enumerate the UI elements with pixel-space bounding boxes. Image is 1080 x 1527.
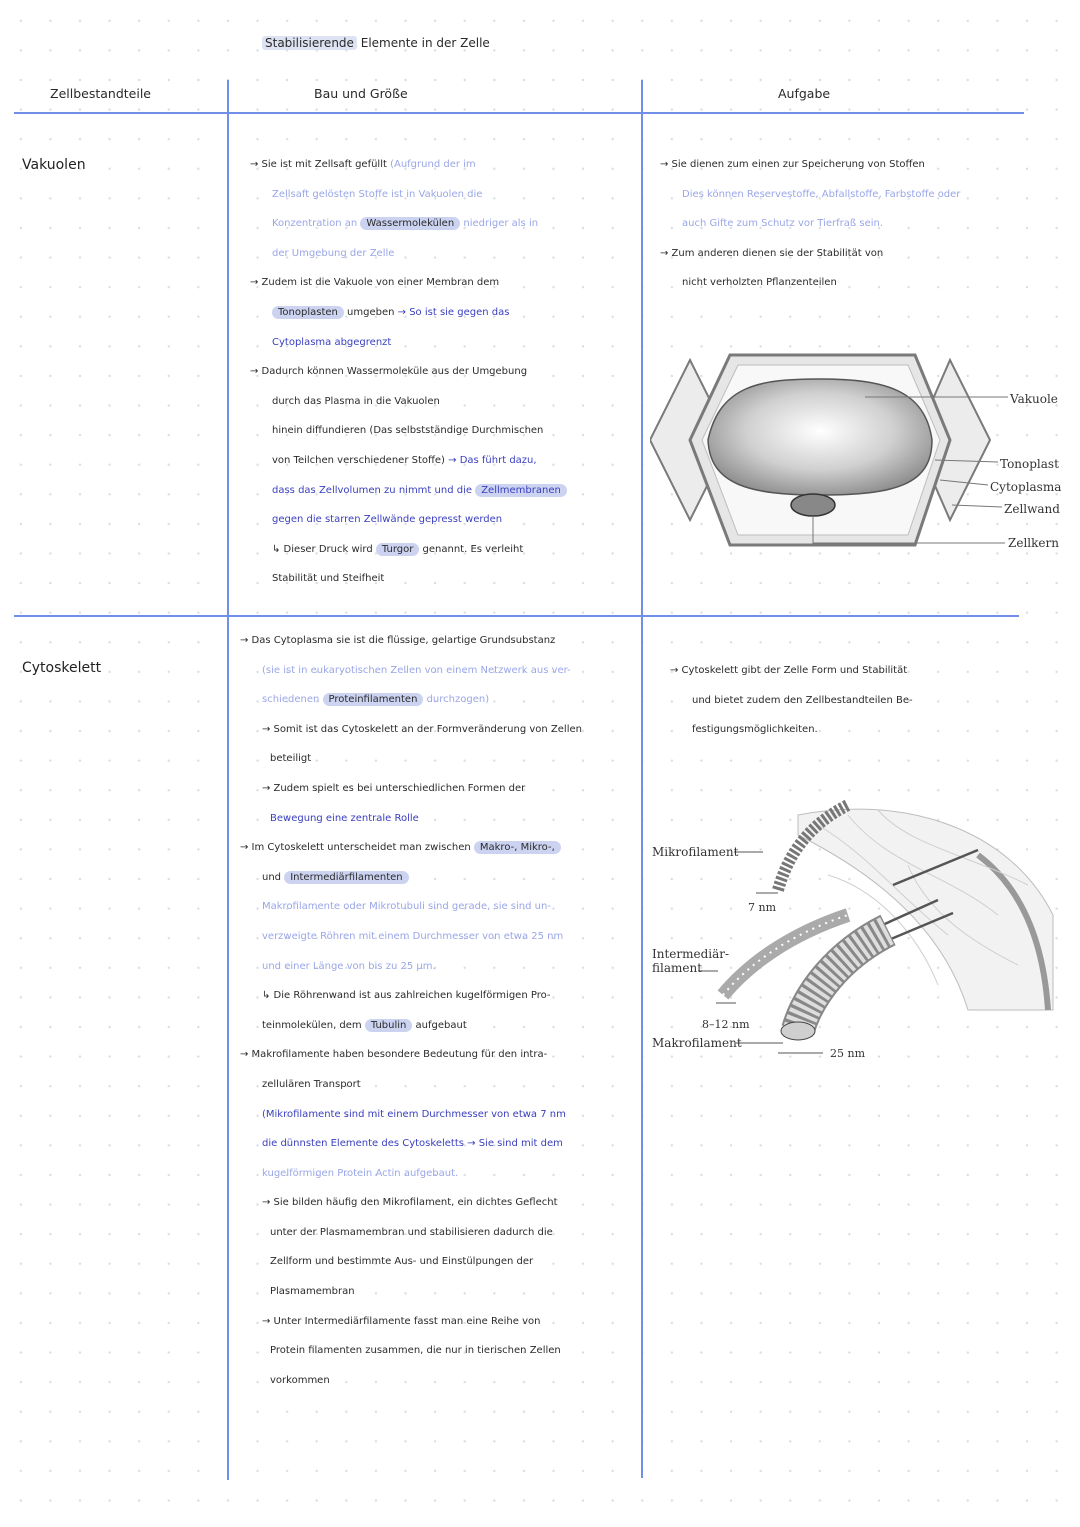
label-zellkern: Zellkern <box>1008 536 1059 550</box>
plant-cell-diagram <box>650 345 1070 570</box>
label-makrofilament: Makrofilament <box>652 1036 742 1050</box>
nucleus-shape <box>791 494 835 516</box>
cytoskelett-bau-notes: → Das Cytoplasma sie ist die flüssige, gelartige Grundsubstanz (sie ist in eukaryotischen Zellen von einem Netzwerk aus ver- schiedenen Proteinfilamenten durchzogen) → Somit ist das Cytoskelett an der Formveränderung von Zellen beteiligt → Zudem spielt es bei unterschiedlichen Formen der Bewegung eine zentrale Rolle → Im Cytoskelett unterscheidet man zwischen Makro-, Mikro-, und Intermediärfilamenten Makrofilamente oder Mikrotubuli sind gerade, sie sind un- verzweigte Röhren mit einem Durchmesser von etwa 25 nm und einer Länge von bis zu 25 µm. ↳ Die Röhrenwand ist aus zahlreichen kugelförmigen Pro- teinmolekülen, dem Tubulin aufgebaut → Makrofilamente haben besondere Bedeutung für den intra- zellulären Transport (Mikrofilamente sind mit einem Durchmesser von etwa 7 nm die dünnsten Elemente des Cytoskeletts → Sie sind mit dem kugelförmigen Protein Actin aufgebaut. → Sie bilden häufig den Mikrofilament, ein dichtes Geflecht unter der Plasmamembran und stabilisieren dadurch die Zellform und bestimmte Aus- und Einstülpungen der Plasmamembran → Unter Intermediärfilamente fasst man eine Reihe von Protein filamenten zusammen, die nur in tierischen Zellen vorkommen <box>240 635 582 1386</box>
label-tonoplast: Tonoplast <box>1000 457 1059 471</box>
label-vakuole: Vakuole <box>1010 392 1058 406</box>
column-divider-2 <box>641 80 643 1478</box>
label-intermediaer-2: filament <box>652 961 703 975</box>
label-cytoplasma: Cytoplasma <box>990 480 1062 494</box>
label-zellwand: Zellwand <box>1004 502 1060 516</box>
header-col-bau: Bau und Größe <box>314 86 408 101</box>
column-divider-1 <box>227 80 229 1480</box>
cytoskeleton-diagram <box>648 795 1058 1070</box>
label-mikrofilament: Mikrofilament <box>652 845 739 859</box>
label-intermediaer-size: 8–12 nm <box>702 1018 750 1031</box>
vakuolen-bau-notes: → Sie ist mit Zellsaft gefüllt (Aufgrund der im Zellsaft gelösten Stoffe ist in Vakuolen die Konzentration an Wassermolekülen niedriger als in der Umgebung der Zelle → Zudem ist die Vakuole von einer Membran dem Tonoplasten umgeben → So ist sie gegen das Cytoplasma abgegrenzt → Dadurch können Wassermoleküle aus der Umgebung durch das Plasma in die Vakuolen hinein diffundieren (Das selbstständige Durchmischen von Teilchen verschiedener Stoffe) → Das führt dazu, dass das Zellvolumen zu nimmt und die Zellmembranen gegen die starren Zellwände gepresst werden ↳ Dieser Druck wird Turgor genannt. Es verleiht Stabilität und Steifheit <box>250 150 635 594</box>
label-intermediaer-1: Intermediär- <box>652 947 730 961</box>
header-col-zellbestandteile: Zellbestandteile <box>50 86 151 101</box>
label-mikro-size: 7 nm <box>748 901 777 914</box>
vakuole-shape <box>708 379 932 495</box>
header-divider <box>14 112 1024 114</box>
vakuolen-aufgabe-notes: → Sie dienen zum einen zur Speicherung von Stoffen Dies können Reservestoffe, Abfallstoffe, Farbstoffe oder auch Gifte zum Schutz vor Tierfraß sein. → Zum anderen dienen sie der Stabilität von nicht verholzten Pflanzenteilen <box>660 159 961 289</box>
row-label-cytoskelett: Cytoskelett <box>22 660 102 676</box>
header-col-aufgabe: Aufgabe <box>778 86 831 101</box>
row-divider <box>14 615 1019 617</box>
cytoskelett-aufgabe-notes: → Cytoskelett gibt der Zelle Form und Stabilität und bietet zudem den Zellbestandteilen Be- festigungsmöglichkeiten. <box>670 665 913 736</box>
label-makro-size: 25 nm <box>830 1047 866 1060</box>
page-title: Stabilisierende Elemente in der Zelle <box>262 36 490 50</box>
row-label-vakuolen: Vakuolen <box>22 157 86 173</box>
